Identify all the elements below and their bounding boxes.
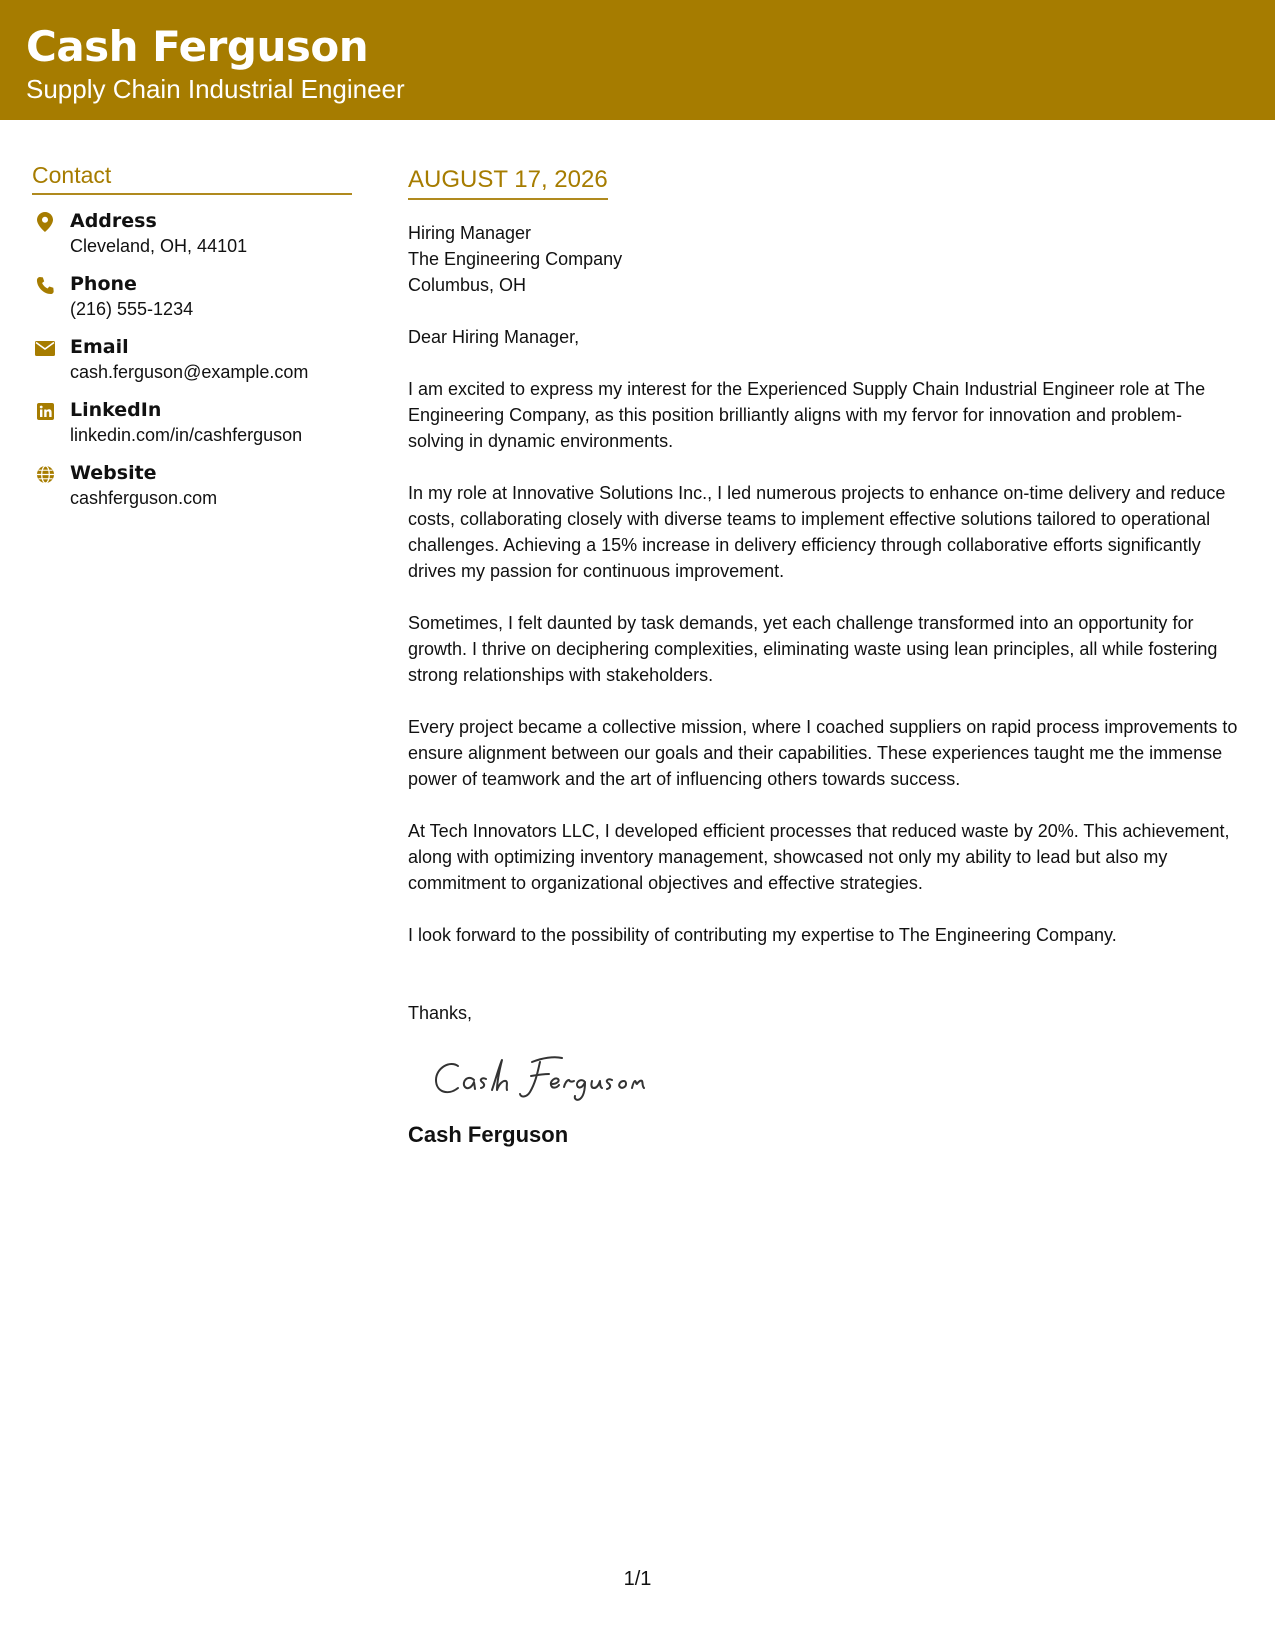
signer-name: Cash Ferguson [408,1122,569,1147]
contact-value: (216) 555-1234 [70,299,194,319]
letter-body [408,166,1238,1148]
contact-label: Address [70,210,157,232]
contact-label: Website [70,462,157,484]
location-pin-icon [35,212,55,232]
handwritten-signature [428,1046,1238,1116]
contact-value: cashferguson.com [70,488,218,508]
page-number: 1/1 [623,1568,652,1590]
globe-icon [35,464,55,484]
contact-sidebar [32,162,352,524]
candidate-role: Supply Chain Industrial Engineer [26,74,405,104]
paragraph: I look forward to the possibility of contributing my expertise to The Engineering Company. [408,925,1117,945]
contact-linkedin [32,398,352,461]
recipient-line: The Engineering Company [408,249,623,269]
contact-label: LinkedIn [70,399,162,421]
letter-date: AUGUST 17, 2026 [408,166,608,200]
contact-value: linkedin.com/in/cashferguson [70,425,303,445]
paragraph: In my role at Innovative Solutions Inc., I led numerous projects to enhance on-time delivery and reduce costs, collaborating closely with diverse teams to implement effective solutions tailored to operational challenges. Achieving a 15% increase in delivery efficiency through collaborative efforts significantly drives my passion for continuous improvement. [408,483,1226,581]
recipient-line: Columbus, OH [408,275,527,295]
linkedin-icon [35,401,55,421]
paragraph: I am excited to express my interest for the Experienced Supply Chain Industrial Engineer role at The Engineering Company, as this position brilliantly aligns with my fervor for innovation and problem-solving in dynamic environments. [408,379,1206,451]
closing: Thanks, [408,1003,473,1023]
paragraph: Sometimes, I felt daunted by task demands, yet each challenge transformed into an opportunity for growth. I thrive on deciphering complexities, eliminating waste using lean principles, all while fostering strong relationships with stakeholders. [408,613,1218,685]
paragraph: At Tech Innovators LLC, I developed efficient processes that reduced waste by 20%. This achievement, along with optimizing inventory management, showcased not only my ability to lead but also my commitment to organizational objectives and effective strategies. [408,821,1230,893]
contact-label: Phone [70,273,137,295]
contact-email [32,335,352,398]
candidate-name: Cash Ferguson [26,22,369,71]
header-banner [0,0,1275,120]
recipient-block [408,220,1238,298]
contact-label: Email [70,336,129,358]
contact-value: Cleveland, OH, 44101 [70,236,248,256]
contact-section-title: Contact [32,162,352,195]
paragraph: Every project became a collective mission, where I coached suppliers on rapid process improvements to ensure alignment between our goals and their capabilities. These experiences taught me the immense power of teamwork and the art of influencing others towards success. [408,717,1238,789]
contact-value: cash.ferguson@example.com [70,362,309,382]
salutation: Dear Hiring Manager, [408,327,580,347]
contact-phone [32,272,352,335]
contact-address [32,209,352,272]
phone-icon [35,275,55,295]
envelope-icon [35,338,55,358]
contact-website [32,461,352,524]
recipient-line: Hiring Manager [408,223,532,243]
